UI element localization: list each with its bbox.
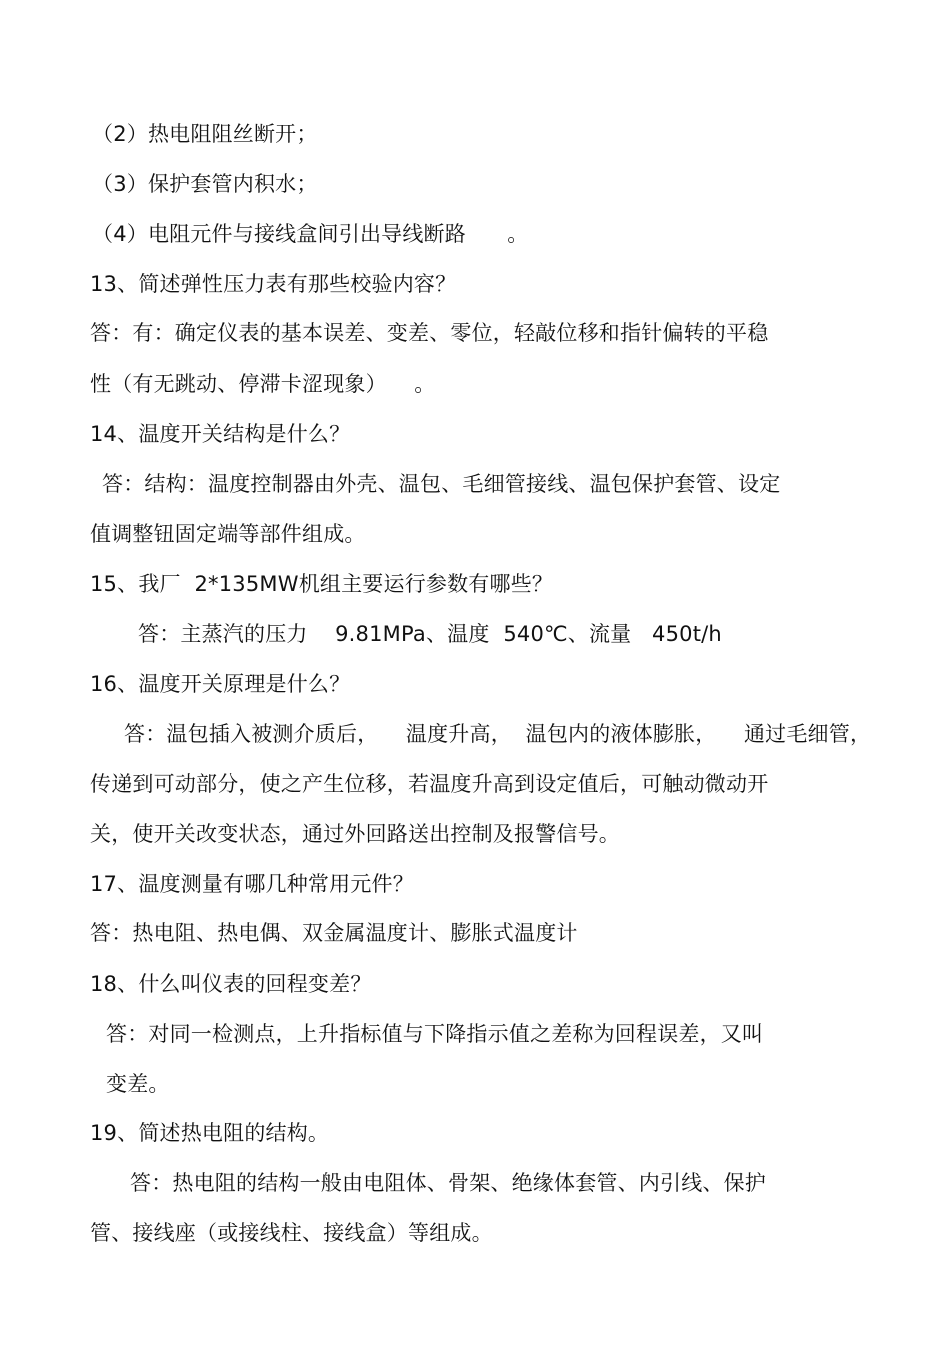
answer-13-line-2: 性（有无跳动、停滞卡涩现象） 。	[90, 372, 436, 396]
question-17: 17、温度测量有哪几种常用元件？	[90, 872, 414, 896]
answer-16-line-2: 传递到可动部分，使之产生位移，若温度升高到设定值后，可触动微动开	[90, 772, 769, 796]
answer-17: 答：热电阻、热电偶、双金属温度计、膨胀式温度计	[90, 921, 578, 945]
answer-13-line-1: 答：有：确定仪表的基本误差、变差、零位，轻敲位移和指针偏转的平稳	[90, 321, 769, 345]
answer-19-line-2: 管、接线座（或接线柱、接线盒）等组成。	[90, 1221, 493, 1245]
question-15: 15、我厂 2*135MW机组主要运行参数有哪些？	[90, 572, 554, 596]
answer-16-line-1: 答：温包插入被测介质后， 温度升高， 温包内的液体膨胀， 通过毛细管，	[124, 722, 872, 746]
question-14: 14、温度开关结构是什么？	[90, 422, 351, 446]
answer-18-line-1: 答：对同一检测点，上升指标值与下降指示值之差称为回程误差，又叫	[106, 1022, 764, 1046]
question-13: 13、简述弹性压力表有那些校验内容？	[90, 272, 457, 296]
answer-19-line-1: 答：热电阻的结构一般由电阻体、骨架、绝缘体套管、内引线、保护	[130, 1171, 766, 1195]
question-16: 16、温度开关原理是什么？	[90, 672, 351, 696]
question-18: 18、什么叫仪表的回程变差？	[90, 972, 372, 996]
answer-15: 答：主蒸汽的压力 9.81MPa、温度 540℃、流量 450t/h	[138, 622, 722, 646]
text-line: （2）热电阻阻丝断开；	[92, 122, 318, 146]
question-19: 19、简述热电阻的结构。	[90, 1121, 330, 1145]
text-line: （4）电阻元件与接线盒间引出导线断路 。	[92, 222, 529, 246]
answer-16-line-3: 关，使开关改变状态，通过外回路送出控制及报警信号。	[90, 822, 620, 846]
text-line: （3）保护套管内积水；	[92, 172, 318, 196]
answer-14-line-1: 答：结构：温度控制器由外壳、温包、毛细管接线、温包保护套管、设定	[102, 472, 781, 496]
answer-18-line-2: 变差。	[106, 1072, 170, 1096]
answer-14-line-2: 值调整钮固定端等部件组成。	[90, 522, 366, 546]
